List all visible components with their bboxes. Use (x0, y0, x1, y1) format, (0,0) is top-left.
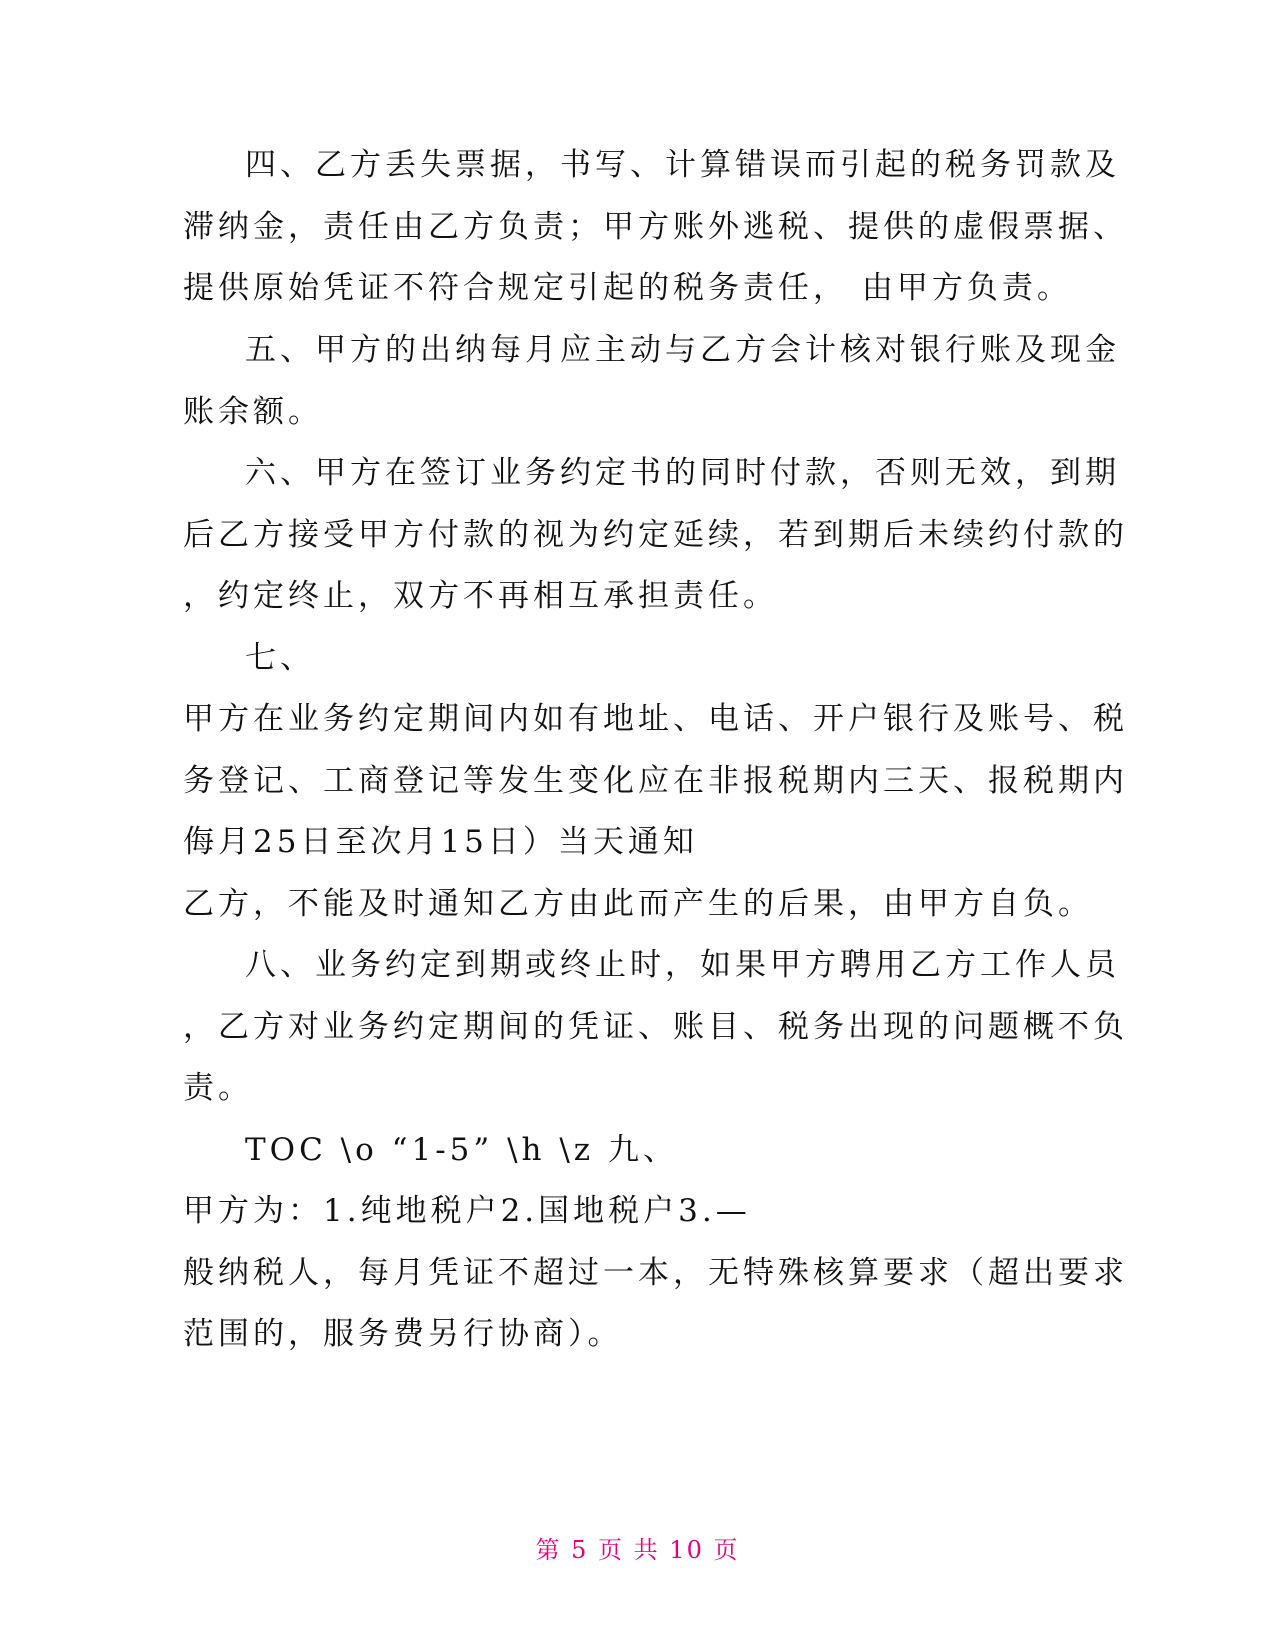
paragraph-line: 甲方为：1.纯地税户2.国地税户3.— (183, 1193, 751, 1229)
paragraph-line: 四、乙方丢失票据，书写、计算错误而引起的税务罚款及 (245, 147, 1120, 183)
paragraph-line: 七、 (245, 640, 315, 676)
paragraph-line: 侮月25日至次月15日）当天通知 (183, 824, 698, 860)
paragraph-line: 六、甲方在签订业务约定书的同时付款，否则无效，到期 (245, 455, 1120, 491)
paragraph-line: 滞纳金，责任由乙方负责；甲方账外逃税、提供的虚假票据、 (183, 209, 1128, 245)
paragraph-line: ，乙方对业务约定期间的凭证、账目、税务出现的问题概不负 (183, 1009, 1128, 1045)
paragraph-line: 提供原始凭证不符合规定引起的税务责任， 由甲方负责。 (183, 270, 1072, 306)
paragraph-line: 后乙方接受甲方付款的视为约定延续，若到期后未续约付款的 (183, 517, 1128, 553)
page-number-footer: 第 5 页 共 10 页 (535, 1536, 740, 1564)
paragraph-line: 五、甲方的出纳每月应主动与乙方会计核对银行账及现金 (245, 332, 1120, 368)
paragraph-line: ，约定终止，双方不再相互承担责任。 (183, 578, 778, 614)
paragraph-line: 账余额。 (183, 394, 323, 430)
paragraph-line: 责。 (183, 1070, 253, 1106)
paragraph-line: TOC \o “1-5” \h \z 九、 (245, 1132, 678, 1168)
paragraph-line: 甲方在业务约定期间内如有地址、电话、开户银行及账号、税 (183, 701, 1128, 737)
paragraph-line: 范围的，服务费另行协商）。 (183, 1316, 623, 1352)
paragraph-line: 般纳税人，每月凭证不超过一本，无特殊核算要求（超出要求 (183, 1255, 1128, 1291)
paragraph-line: 乙方，不能及时通知乙方由此而产生的后果，由甲方自负。 (183, 886, 1093, 922)
paragraph-line: 八、业务约定到期或终止时，如果甲方聘用乙方工作人员 (245, 947, 1120, 983)
paragraph-line: 务登记、工商登记等发生变化应在非报税期内三天、报税期内 (183, 763, 1128, 799)
